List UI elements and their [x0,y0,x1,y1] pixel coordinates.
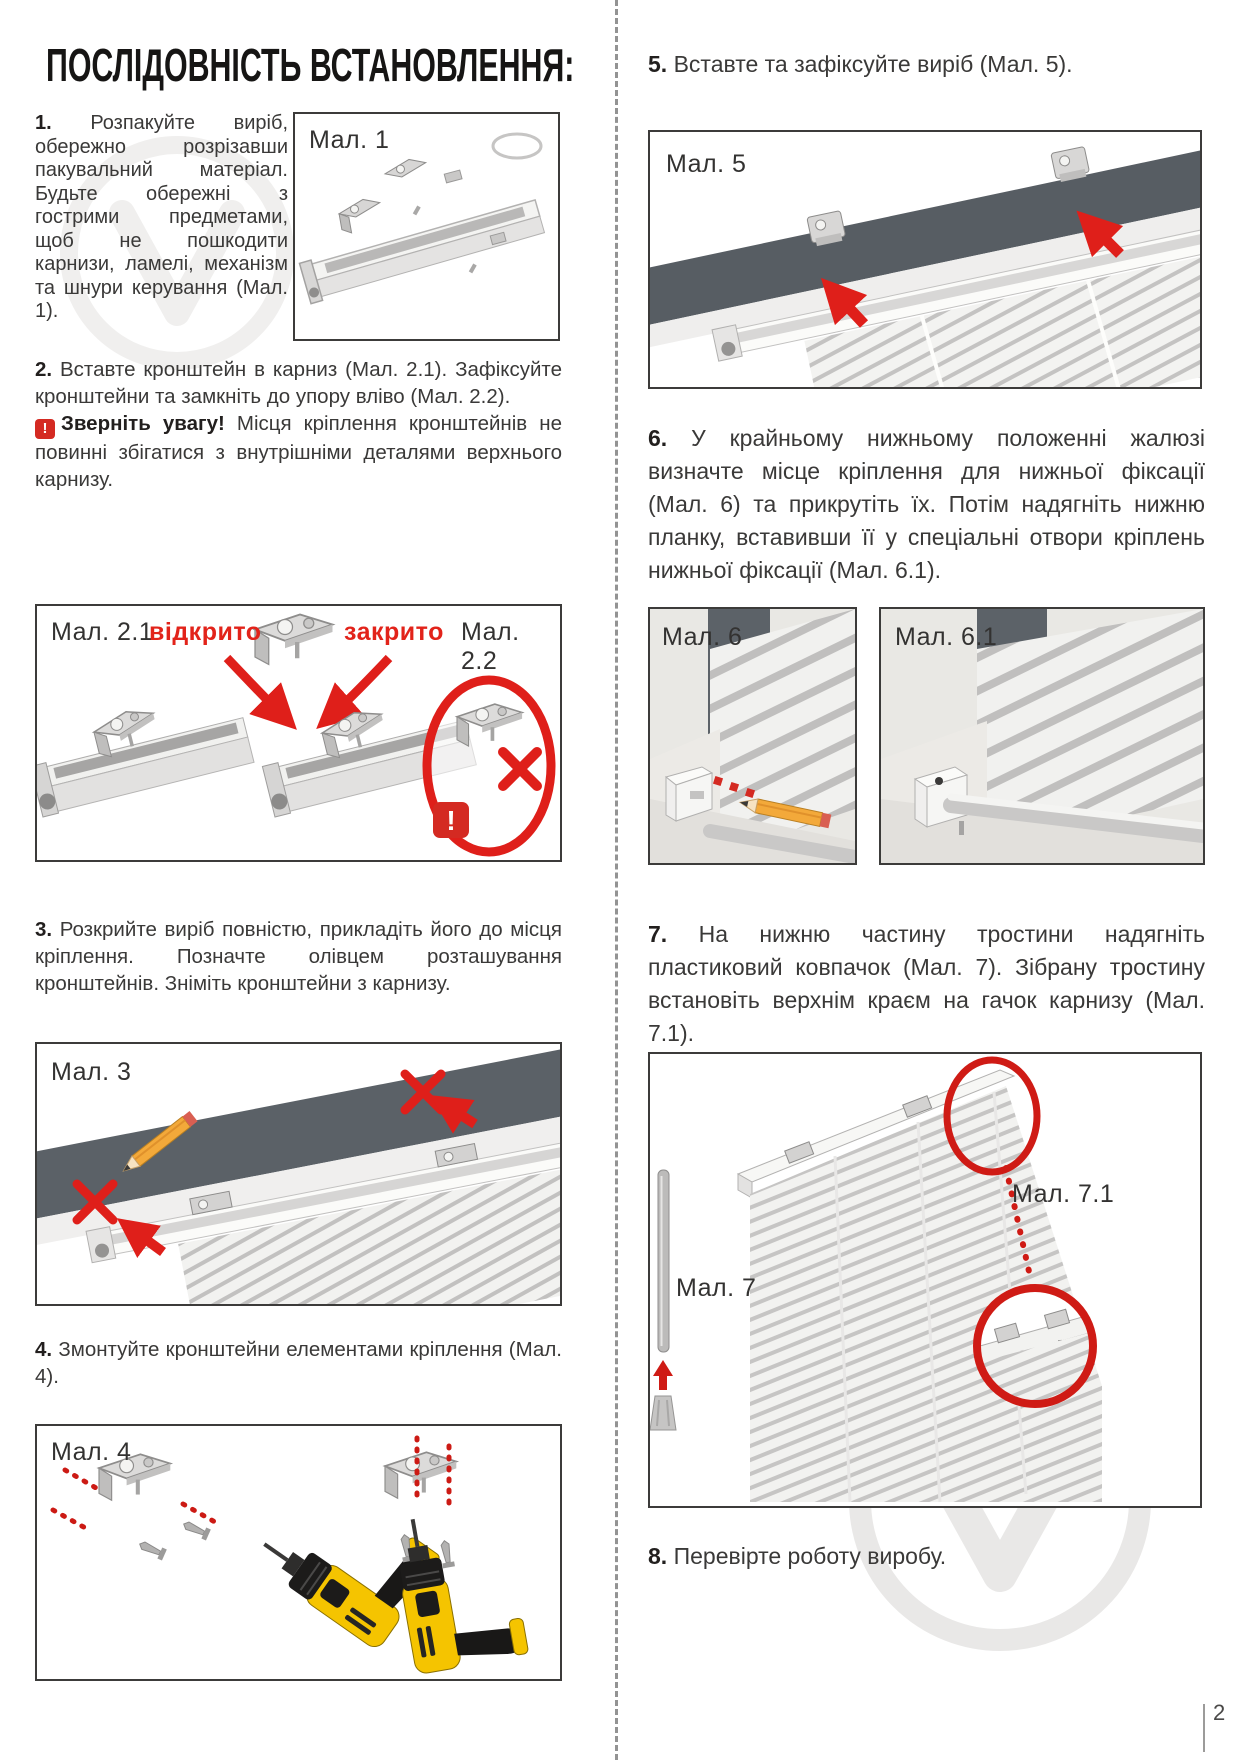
figure-6 [648,607,857,865]
step-1-text: 1. Розпакуйте виріб, обережно розрізавши пакувальний матеріал. Будьте обережні з гострими предметами, щоб не пошкодити карнизи, ламелі, механізм та шнури керування (Мал. 1). [35,112,288,322]
step-3-text: 3. Розкрийте виріб повністю, прикладіть його до місця кріплення. Позначте олівцем розташування кронштейнів. Зніміть кронштейни з карнизу. [35,918,562,995]
page-title: ПОСЛІДОВНІСТЬ ВСТАНОВЛЕННЯ: [46,39,575,91]
figure-7-1-label: Мал. 7.1 [1012,1180,1115,1208]
figure-3 [35,1042,562,1306]
warning-icon: ! [35,419,55,439]
step-4-text: 4. Змонтуйте кронштейни елементами кріплення (Мал. 4). [35,1338,562,1388]
page-number: 2 [1213,1700,1226,1725]
figure-5-label: Мал. 5 [666,150,747,178]
cornice-open [37,685,255,817]
page-number-divider [1203,1704,1205,1752]
warning-text: Місця кріплення кронштейнів не повинні збігатися з внутрішніми деталями верхнього карнизу. [35,412,562,491]
figure-6-label: Мал. 6 [662,623,743,651]
wand-cap [650,1396,676,1430]
screw-icon [137,1539,167,1561]
step-8-number: 8. [648,1543,668,1569]
wand-rod [658,1170,669,1352]
step-2-text: 2. Вставте кронштейн в карниз (Мал. 2.1). Зафіксуйте кронштейни та замкніть до упору вліво (Мал. 2.2). ! Зверніть увагу! Місця кріплення кронштейнів не повинні збігатися з внутрішніми деталями верхнього карнизу. [35,358,562,491]
bracket-icon [255,615,333,665]
figure-7 [648,1052,1202,1508]
step-2-number: 2. [35,358,53,381]
figure-1 [293,112,560,341]
screw-icon [959,821,964,835]
red-arrow-icon [653,1360,673,1390]
figure-2-2-label: Мал. 2.2 [461,618,520,675]
bracket-icon [337,157,427,235]
mechanism-callout-circle [977,1288,1100,1404]
step-4-number: 4. [35,1338,53,1361]
red-arrow-icon [227,658,281,714]
red-arrow-icon [333,658,389,714]
figure-3-label: Мал. 3 [51,1058,132,1086]
figure-1-label: Мал. 1 [309,126,390,154]
figure-4-label: Мал. 4 [51,1438,132,1466]
figure-4 [35,1424,562,1681]
warning-title: Зверніть увагу! [61,412,225,435]
bracket-icon [385,1452,456,1498]
svg-text:!: ! [446,805,456,836]
open-label: відкрито [149,618,262,646]
figure-6-1-label: Мал. 6.1 [895,623,998,651]
figure-7-label: Мал. 7 [676,1274,757,1302]
closed-label: закрито [344,618,444,646]
step-7-text: 7. На нижню частину тростини надягніть пластиковий ковпачок (Мал. 7). Зібрану тростину встановіть верхнім краєм на гачок карнизу (Мал. 7.1). [648,921,1205,1046]
step-5-number: 5. [648,51,668,77]
step-5-text: 5. Вставте та зафіксуйте виріб (Мал. 5). [648,51,1073,77]
figure-6-1 [879,607,1205,865]
step-1-number: 1. [35,112,52,134]
wrong-position-callout [427,680,551,852]
figure-2-1-label: Мал. 2.1 [51,618,154,646]
screw-icon [181,1519,211,1541]
drill-icon [390,1503,529,1674]
figure-2 [35,604,562,862]
step-8-text: 8. Перевірте роботу виробу. [648,1543,947,1569]
step-3-number: 3. [35,918,53,941]
column-divider [615,0,618,1760]
figure-5 [648,130,1202,389]
step-6-number: 6. [648,425,668,451]
step-7-number: 7. [648,921,668,947]
step-6-text: 6. У крайньому нижньому положенні жалюзі визначте місце кріплення для нижньої фіксації (Мал. 6) та прикрутіть їх. Потім надягніть нижню планку, вставивши її у спеціальні отвори кріплень нижньої фіксації (Мал. 6.1). [648,425,1205,583]
cord-icon [493,134,541,158]
